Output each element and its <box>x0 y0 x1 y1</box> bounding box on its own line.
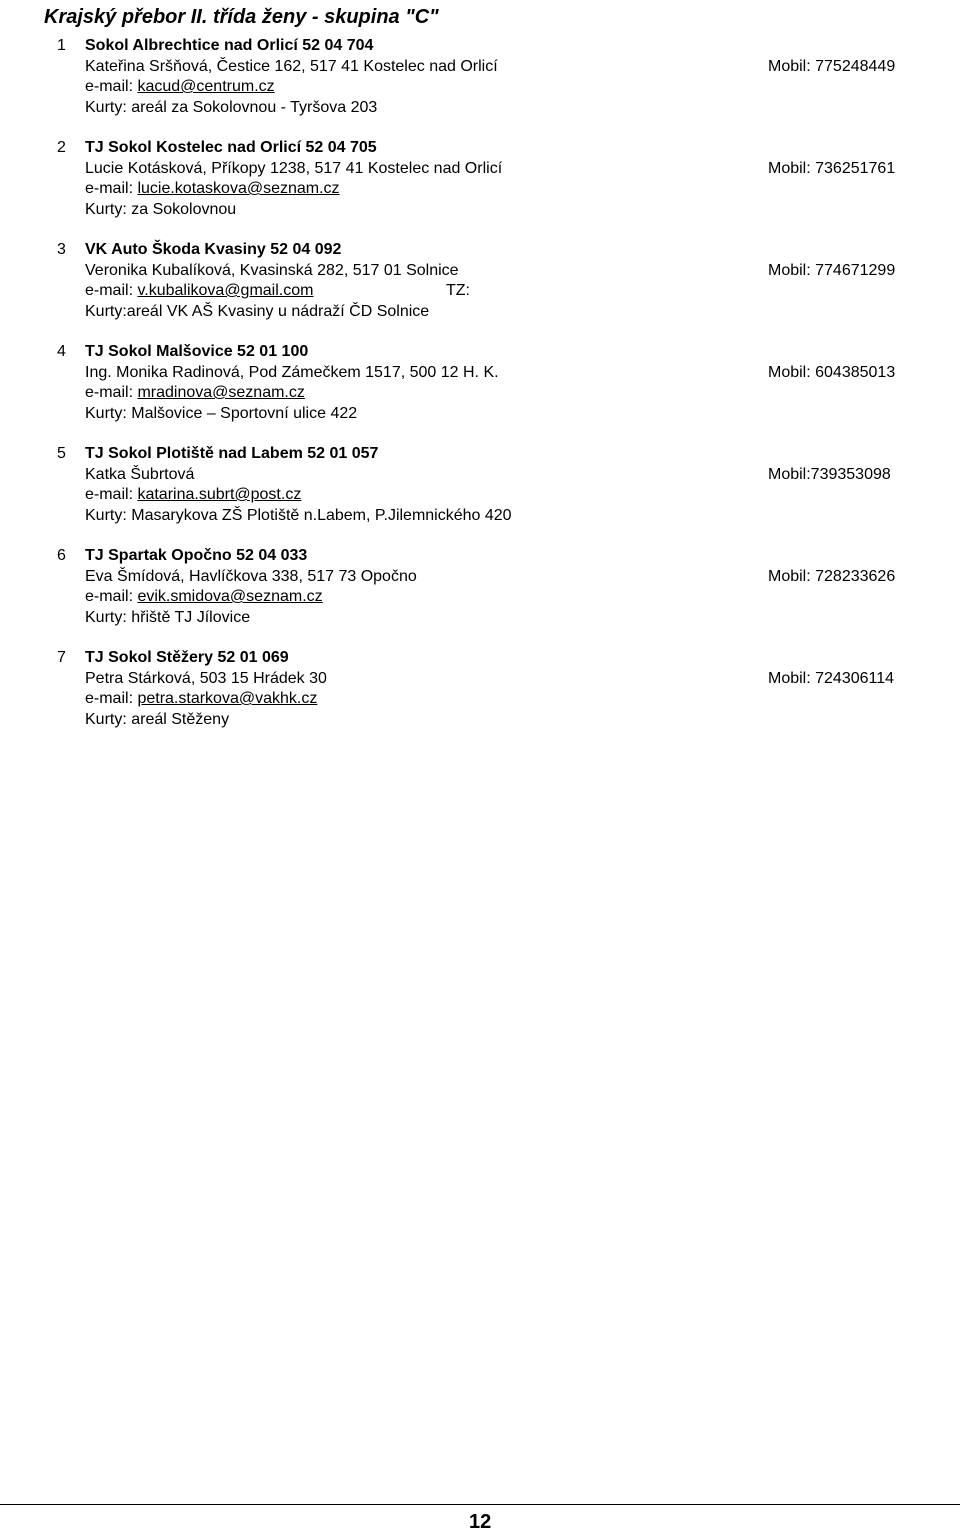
courts-info: Kurty: areál Stěženy <box>85 711 230 728</box>
page-title: Krajský přebor II. třída ženy - skupina "C" <box>44 6 439 28</box>
mobile-number: Mobil: 728233626 <box>768 568 896 585</box>
club-number: 4 <box>57 343 66 360</box>
mobile-number: Mobil: 604385013 <box>768 364 896 381</box>
club-name: Sokol Albrechtice nad Orlicí 52 04 704 <box>85 37 374 54</box>
email-link[interactable]: katarina.subrt@post.cz <box>137 486 302 503</box>
contact-person: Katka Šubrtová <box>85 466 195 483</box>
mobile-number: Mobil: 724306114 <box>768 670 895 687</box>
club-name: VK Auto Škoda Kvasiny 52 04 092 <box>85 241 342 258</box>
email-row <box>85 179 340 199</box>
courts-info: Kurty:areál VK AŠ Kvasiny u nádraží ČD Solnice <box>85 303 430 320</box>
email-label: e-mail: <box>85 486 138 503</box>
contact-person: Lucie Kotásková, Příkopy 1238, 517 41 Kostelec nad Orlicí <box>85 160 503 177</box>
club-number: 6 <box>57 547 66 564</box>
contact-person: Veronika Kubalíková, Kvasinská 282, 517 01 Solnice <box>85 262 459 279</box>
email-label: e-mail: <box>85 690 138 707</box>
courts-info: Kurty: Masarykova ZŠ Plotiště n.Labem, P.Jilemnického 420 <box>85 507 512 524</box>
email-link[interactable]: lucie.kotaskova@seznam.cz <box>137 180 340 197</box>
email-label: e-mail: <box>85 384 138 401</box>
mobile-number: Mobil:739353098 <box>768 466 891 483</box>
contact-person: Petra Stárková, 503 15 Hrádek 30 <box>85 670 327 687</box>
courts-info: Kurty: za Sokolovnou <box>85 201 237 218</box>
courts-info: Kurty: hřiště TJ Jílovice <box>85 609 251 626</box>
email-row <box>85 281 313 301</box>
club-number: 7 <box>57 649 66 666</box>
club-name: TJ Sokol Stěžery 52 01 069 <box>85 649 289 666</box>
email-label: e-mail: <box>85 588 138 605</box>
club-number: 5 <box>57 445 66 462</box>
email-row <box>85 689 317 709</box>
email-row <box>85 383 305 403</box>
club-name: TJ Sokol Kostelec nad Orlicí 52 04 705 <box>85 139 377 156</box>
courts-info: Kurty: areál za Sokolovnou - Tyršova 203 <box>85 99 378 116</box>
mobile-number: Mobil: 774671299 <box>768 262 896 279</box>
contact-person: Eva Šmídová, Havlíčkova 338, 517 73 Opočno <box>85 568 417 585</box>
email-label: e-mail: <box>85 180 138 197</box>
courts-info: Kurty: Malšovice – Sportovní ulice 422 <box>85 405 358 422</box>
email-link[interactable]: v.kubalikova@gmail.com <box>137 282 314 299</box>
club-name: TJ Sokol Malšovice 52 01 100 <box>85 343 309 360</box>
mobile-number: Mobil: 736251761 <box>768 160 896 177</box>
club-number: 3 <box>57 241 66 258</box>
email-row <box>85 485 301 505</box>
email-row <box>85 77 275 97</box>
tz-label: TZ: <box>446 282 470 299</box>
email-link[interactable]: kacud@centrum.cz <box>137 78 275 95</box>
email-link[interactable]: evik.smidova@seznam.cz <box>137 588 323 605</box>
footer-divider <box>0 1504 960 1505</box>
email-link[interactable]: mradinova@seznam.cz <box>137 384 305 401</box>
page-number: 12 <box>469 1511 492 1533</box>
email-label: e-mail: <box>85 282 138 299</box>
mobile-number: Mobil: 775248449 <box>768 58 896 75</box>
email-label: e-mail: <box>85 78 138 95</box>
club-name: TJ Sokol Plotiště nad Labem 52 01 057 <box>85 445 379 462</box>
email-link[interactable]: petra.starkova@vakhk.cz <box>137 690 318 707</box>
club-number: 2 <box>57 139 66 156</box>
club-number: 1 <box>57 37 66 54</box>
contact-person: Ing. Monika Radinová, Pod Zámečkem 1517, 500 12 H. K. <box>85 364 499 381</box>
contact-person: Kateřina Sršňová, Čestice 162, 517 41 Kostelec nad Orlicí <box>85 58 498 75</box>
club-name: TJ Spartak Opočno 52 04 033 <box>85 547 308 564</box>
email-row <box>85 587 323 607</box>
